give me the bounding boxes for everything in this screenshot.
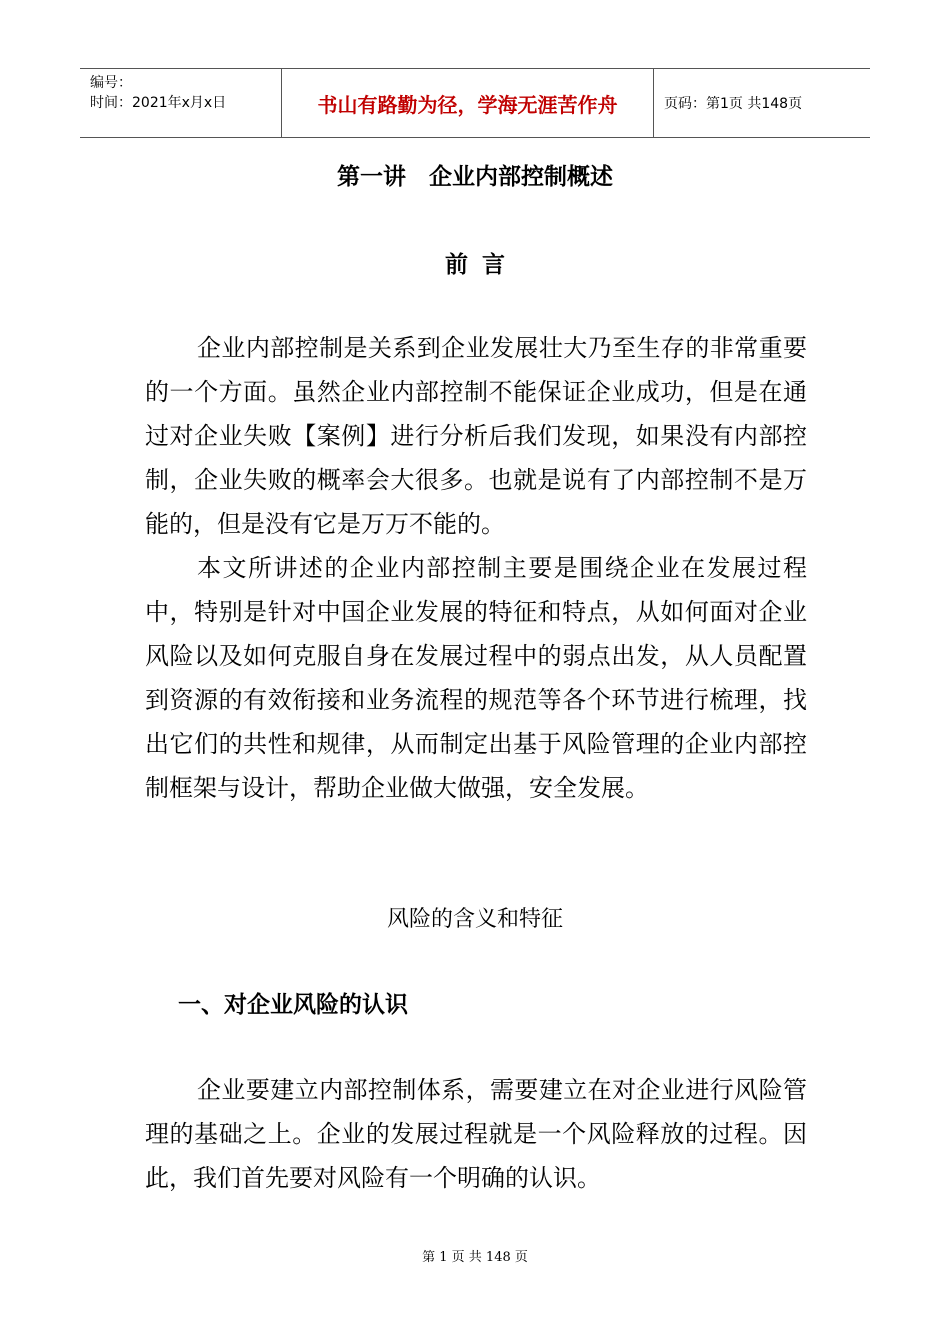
page-footer: 第 1 页 共 148 页 — [422, 1250, 528, 1265]
document-date-label: 时间：2021年x月x日 — [90, 95, 227, 111]
document-number-label: 编号： — [90, 75, 132, 91]
body-paragraph-2: 本文所讲述的企业内部控制主要是围绕企业在发展过程中，特别是针对中国企业发展的特征和特点，从如何面对企业风险以及如何克服自身在发展过程中的弱点出发，从人员配置到资源的有效衔接和业务流程的规范等各个环节进行梳理，找出它们的共性和规律，从而制定出基于风险管理的企业内部控制框架与设计，帮助企业做大做强，安全发展。 — [145, 554, 807, 802]
section-subtitle: 风险的含义和特征 — [386, 907, 563, 932]
preface-title: 前言 — [445, 252, 519, 278]
page-header — [80, 68, 870, 138]
header-motto: 书山有路勤为径，学海无涯苦作舟 — [282, 69, 654, 137]
body-paragraph-1: 企业内部控制是关系到企业发展壮大乃至生存的非常重要的一个方面。虽然企业内部控制不能保证企业成功，但是在通过对企业失败【案例】进行分析后我们发现，如果没有内部控制，企业失败的概率会大很多。也就是说有了内部控制不是万能的，但是没有它是万万不能的。 — [145, 334, 807, 538]
body-paragraph-3: 企业要建立内部控制体系，需要建立在对企业进行风险管理的基础之上。企业的发展过程就是一个风险释放的过程。因此，我们首先要对风险有一个明确的认识。 — [145, 1076, 807, 1192]
header-page-info: 页码：第1页 共148页 — [664, 96, 803, 112]
header-meta — [80, 69, 282, 137]
section-heading: 一、对企业风险的认识 — [178, 992, 408, 1018]
lecture-title: 第一讲 企业内部控制概述 — [337, 164, 613, 190]
